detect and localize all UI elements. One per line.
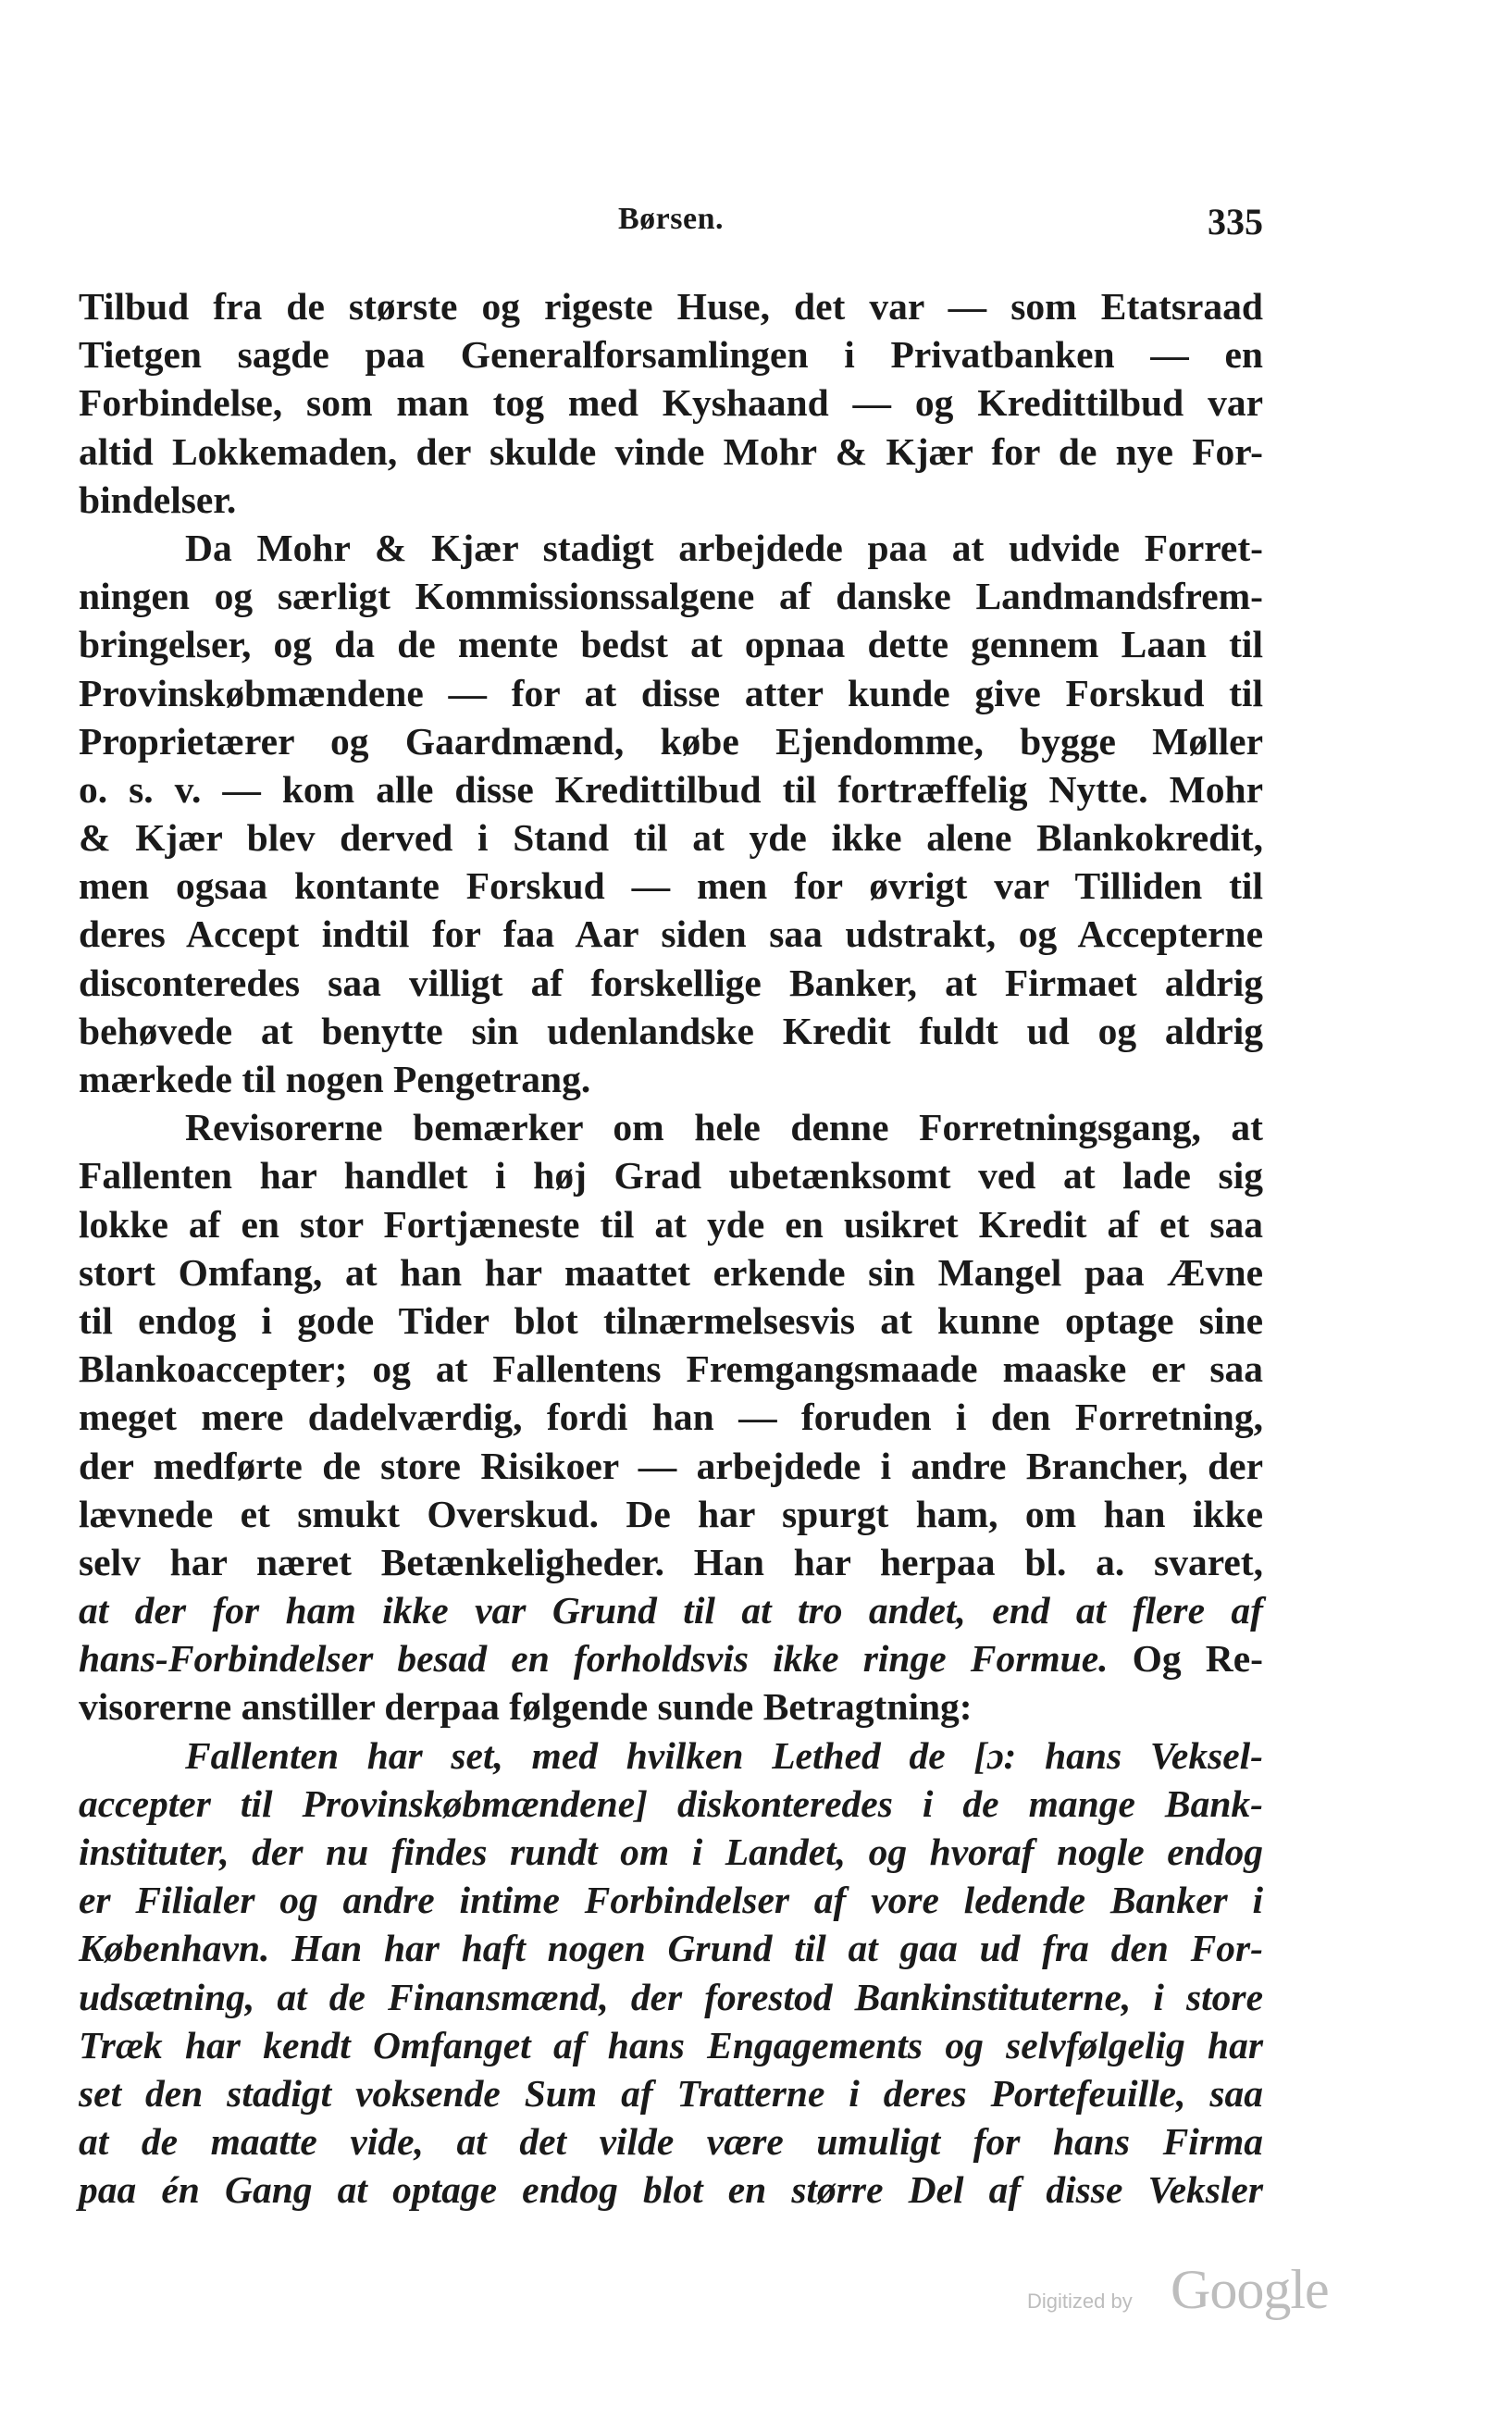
italic-segment: at der for ham ikke var Grund til at tro andet, end at flere af xyxy=(79,1589,1263,1632)
text-line: selv har næret Betænkeligheder. Han har herpaa bl. a. svaret, xyxy=(79,1540,1263,1583)
quote-line: instituter, der nu findes rundt om i Landet, og hvoraf nogle endog xyxy=(79,1831,1263,1873)
italic-segment: hans-Forbindelser besad en forholdsvis ikke ringe Formue. xyxy=(79,1637,1109,1681)
text-line: lævnede et smukt Overskud. De har spurgt ham, om han ikke xyxy=(79,1492,1263,1535)
text-line: Provinskøbmændene — for at disse atter kunde give Forskud til xyxy=(79,671,1263,714)
text-line: bringelser, og da de mente bedst at opnaa dette gennem Laan til xyxy=(79,623,1263,666)
text-line: Revisorerne bemærker om hele denne Forretningsgang, at xyxy=(185,1106,1263,1149)
text-line: stort Omfang, at han har maattet erkende sin Mangel paa Ævne xyxy=(79,1250,1263,1294)
quote-line: udsætning, at de Finansmænd, der forestod Bankinstituterne, i store xyxy=(79,1975,1263,2018)
text-line: behøvede at benytte sin udenlandske Kredit fuldt ud og aldrig xyxy=(79,1009,1263,1052)
text-line: ningen og særligt Kommissionssalgene af danske Landmandsfrem- xyxy=(79,575,1263,618)
text-line: meget mere dadelværdig, fordi han — foruden i den Forretning, xyxy=(79,1396,1263,1439)
text-line: visorerne anstiller derpaa følgende sunde Betragtning: xyxy=(79,1685,973,1729)
text-line-mixed xyxy=(79,1586,1263,1634)
running-head xyxy=(79,194,1263,250)
text-line: Fallenten har handlet i høj Grad ubetænksomt ved at lade sig xyxy=(79,1154,1263,1198)
text-line: disconteredes saa villigt af forskellige Banker, at Firmaet aldrig xyxy=(79,961,1263,1004)
text-line: Da Mohr & Kjær stadigt arbejdede paa at udvide Forret- xyxy=(185,526,1263,569)
text-line: Forbindelse, som man tog med Kyshaand — og Kredittilbud var xyxy=(79,381,1263,425)
text-line: altid Lokkemaden, der skulde vinde Mohr & Kjær for de nye For- xyxy=(79,429,1263,473)
quote-line: paa én Gang at optage endog blot en større Del af disse Veksler xyxy=(79,2168,1263,2212)
text-line: lokke af en stor Fortjæneste til at yde en usikret Kredit af et saa xyxy=(79,1202,1263,1246)
text-line: mærkede til nogen Pengetrang. xyxy=(79,1058,591,1100)
quote-line: Fallenten har set, med hvilken Lethed de [ɔ: hans Veksel- xyxy=(185,1733,1263,1777)
google-logo: Google xyxy=(1171,2259,1329,2320)
running-title: Børsen. xyxy=(618,202,724,236)
quote-line: at de maatte vide, at det vilde være umuligt for hans Firma xyxy=(79,2120,1263,2164)
text-line: deres Accept indtil for faa Aar siden saa udstrakt, og Accepterne xyxy=(79,912,1263,956)
quote-line: er Filialer og andre intime Forbindelser af vore ledende Banker i xyxy=(79,1879,1263,1922)
body-text xyxy=(79,282,1263,2215)
text-line-mixed xyxy=(79,1634,1263,1682)
text-line: & Kjær blev derved i Stand til at yde ikke alene Blankokredit, xyxy=(79,816,1263,860)
text-line: o. s. v. — kom alle disse Kredittilbud til fortræffelig Nytte. Mohr xyxy=(79,767,1263,811)
roman-segment: Og Re- xyxy=(1108,1637,1263,1681)
page-number: 335 xyxy=(1208,201,1263,242)
text-line: men ogsaa kontante Forskud — men for øvrigt var Tilliden til xyxy=(79,864,1263,908)
quote-line: set den stadigt voksende Sum af Tratterne i deres Portefeuille, saa xyxy=(79,2071,1263,2115)
text-line: Proprietærer og Gaardmænd, købe Ejendomme, bygge Møller xyxy=(79,719,1263,763)
quote-line: Træk har kendt Omfanget af hans Engagements og selvfølgelig har xyxy=(79,2023,1263,2066)
text-line: der medførte de store Risikoer — arbejdede i andre Brancher, der xyxy=(79,1444,1263,1487)
quote-line: accepter til Provinskøbmændene] diskonteredes i de mange Bank- xyxy=(79,1781,1263,1825)
quote-line: København. Han har haft nogen Grund til at gaa ud fra den For- xyxy=(79,1927,1263,1970)
digitized-by-label: Digitized by xyxy=(1027,2290,1133,2313)
text-line: Tietgen sagde paa Generalforsamlingen i Privatbanken — en xyxy=(79,333,1263,377)
digitization-watermark xyxy=(1027,2258,1369,2323)
text-line: Tilbud fra de største og rigeste Huse, det var — som Etatsraad xyxy=(79,285,1263,328)
text-line: til endog i gode Tider blot tilnærmelsesvis at kunne optage sine xyxy=(79,1298,1263,1342)
text-line: bindelser. xyxy=(79,478,237,521)
text-line: Blankoaccepter; og at Fallentens Fremgangsmaade maaske er saa xyxy=(79,1347,1263,1391)
